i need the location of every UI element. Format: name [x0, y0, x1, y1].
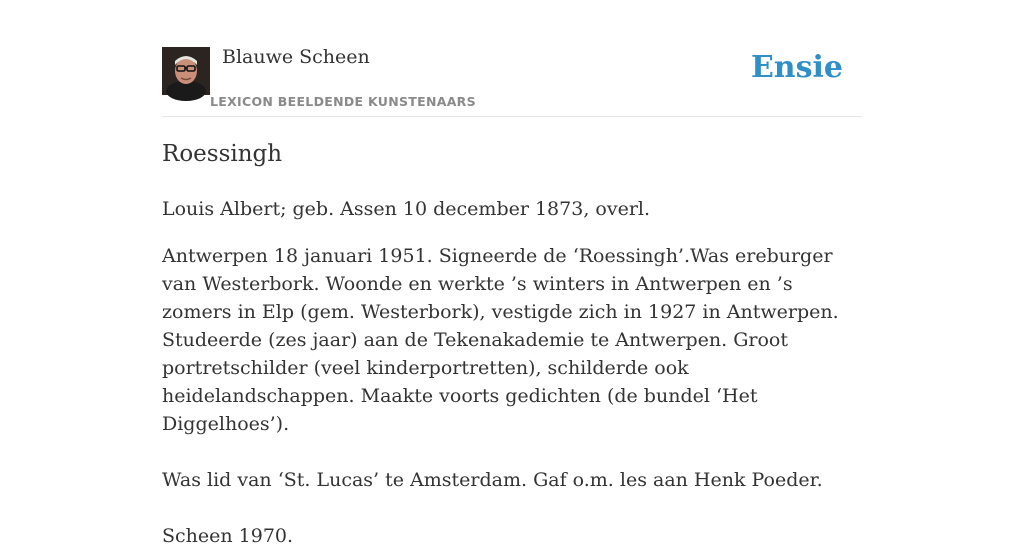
header	[162, 0, 862, 117]
portrait-icon	[162, 47, 210, 95]
article-lead: Louis Albert; geb. Assen 10 december 1873, overl.	[162, 198, 651, 220]
author-avatar[interactable]	[162, 47, 210, 95]
article-body: Antwerpen 18 januari 1951. Signeerde de ‘Roessingh’.Was ereburger van Westerbork. Woonde en werkte ’s winters in Antwerpen en ’s zomers in Elp (gem. Westerbork), vestigde zich in 1927 in Antwerpen. Studeerde (zes jaar) aan de Tekenakademie te Antwerpen. Groot portretschilder (veel kinderportretten), schilderde ook heidelandschappen. Maakte voorts gedichten (de bundel ‘Het Diggelhoes’). Was lid van ‘St. Lucas’ te Amsterdam. Gaf o.m. les aan Henk Poeder. Scheen 1970.	[162, 245, 839, 547]
ensie-logo[interactable]: Ensie	[750, 50, 843, 85]
author-name[interactable]: Blauwe Scheen	[222, 46, 370, 68]
publication-name[interactable]: LEXICON BEELDENDE KUNSTENAARS	[210, 94, 476, 109]
article-title: Roessingh	[162, 141, 283, 167]
article	[162, 138, 862, 550]
